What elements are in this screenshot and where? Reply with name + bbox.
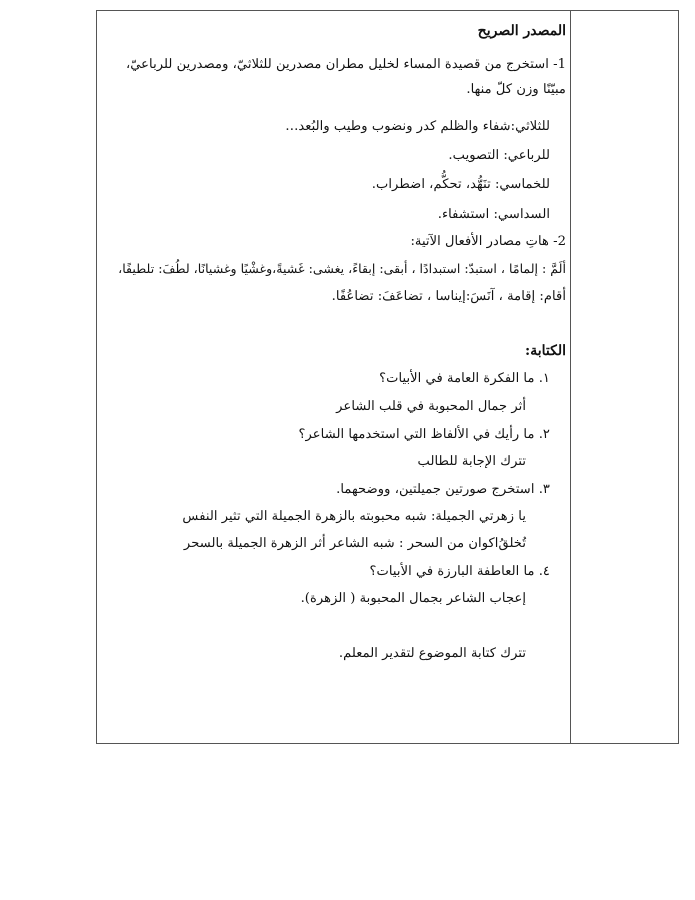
column-divider (570, 10, 571, 744)
list-item: ٣. استخرج صورتين جميلتين، ووضحهما. (336, 482, 550, 497)
question-2: 2- هاتِ مصادر الأفعال الآتية: (410, 234, 566, 249)
answer-line: يا زهرتي الجميلة: شبه محبوبته بالزهرة الجميلة التي تثير النفس (182, 509, 526, 524)
answer-line: تُخلقُ‌اكوان من السحر : شبه الشاعر أثر الزهرة الجميلة بالسحر (183, 536, 526, 551)
main-cell (100, 14, 566, 740)
answer-line: أثر جمال المحبوبة في قلب الشاعر (336, 399, 526, 414)
section-title: المصدر الصريح (477, 23, 566, 39)
answer-line: أقام: إقامة ، آنَسَ:إيناسا ، تضاعَفَ: تضاعُفًا. (331, 289, 566, 304)
answer-line: للرباعي: التصويب. (448, 148, 550, 163)
section-title: الكتابة: (525, 343, 566, 359)
list-item: ٤. ما العاطفة البارزة في الأبيات؟ (369, 564, 550, 579)
answer-line: للثلاثي:شفاء والظلم كدر ونضوب وطيب والبُعد… (285, 119, 550, 134)
answer-line: للخماسي: تنَهُّد، تحكُّم، اضطراب. (371, 177, 550, 192)
list-item: ٢. ما رأيك في الألفاظ التي استخدمها الشاعر؟ (298, 427, 550, 442)
list-item: ١. ما الفكرة العامة في الأبيات؟ (379, 371, 550, 386)
answer-line: السداسي: استشفاء. (437, 207, 550, 222)
closing-note: تترك كتابة الموضوع لتقدير المعلم. (338, 646, 526, 661)
question-1: 1- استخرج من قصيدة المساء لخليل مطران مصدرين للثلاثيّ، ومصدرين للرباعيّ، مبيّنًا وزن كلّ منها. (125, 57, 566, 97)
answer-line: ألَمَّ : إلمامًا ، استبدّ: استبدادًا ، أبقى: إبقاءً، يغشى: غَشيةً،وغشْيًا وغشيانًا، لطُفَ: تلطيفًا، (118, 261, 566, 276)
answer-line: إعجاب الشاعر بجمال المحبوبة ( الزهرة). (300, 591, 526, 606)
answer-line: تترك الإجابة للطالب (417, 454, 526, 469)
